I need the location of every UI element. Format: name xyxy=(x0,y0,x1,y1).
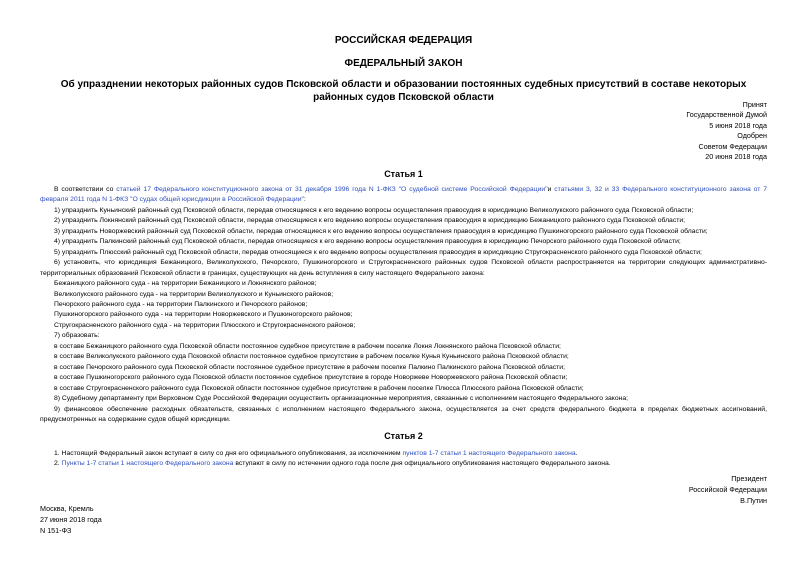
acceptance-line: Государственной Думой xyxy=(686,110,767,120)
article-1-intro xyxy=(40,185,767,206)
law-link-1fkz-2011[interactable]: статьями 3, 32 и 33 Федерального конституционного закона от 7 февраля 2011 года N 1-ФКЗ "О судах общей юрисдикции в Российской Федерации" xyxy=(40,186,767,204)
list-item: 7) образовать: xyxy=(54,332,100,340)
article-2-paragraph-2 xyxy=(40,459,767,469)
list-item: 4) упразднить Палкинский районный суд Псковской области, передав относящиеся к его ведению вопросы осуществления правосудия в юрисдикцию Печорского районного суда Псковской области; xyxy=(54,238,681,246)
signature-line: Российской Федерации xyxy=(688,485,767,494)
list-subitem: в составе Пушкиногорского районного суда Псковской области постоянное судебное присутствие в городе Новоржеве Новоржевского района Псковской области; xyxy=(54,374,568,382)
list-item: 8) Судебному департаменту при Верховном Суде Российской Федерации осуществить организационные мероприятия, связанные с исполнением настоящего Федерального закона; xyxy=(54,395,629,403)
paragraph-text: . xyxy=(575,450,578,457)
acceptance-line: Принят xyxy=(742,100,767,109)
list-item: 2) упразднить Локнянский районный суд Псковской области, передав относящиеся к его ведению вопросы осуществления правосудия в юрисдикцию Бежаницкого районного суда Псковской области; xyxy=(54,217,686,225)
country-heading: РОССИЙСКАЯ ФЕДЕРАЦИЯ xyxy=(334,35,473,46)
intro-text: : xyxy=(303,196,306,204)
list-item: 3) упразднить Новоржевский районный суд Псковской области, передав относящиеся к его ведению вопросы осуществления правосудия в юрисдикцию Пушкиногорского районного суда Псковской области; xyxy=(54,227,708,235)
list-item: 1) упразднить Куньинский районный суд Псковской области, передав относящиеся к его ведению вопросы осуществления правосудия в юрисдикцию Великолукского районного суда Псковской области; xyxy=(54,206,694,214)
date-line: 27 июня 2018 года xyxy=(40,515,102,524)
paragraph-text: вступают в силу по истечении одного года после дня официального опубликования настоящего Федерального закона. xyxy=(233,460,611,468)
list-subitem: в составе Великолукского районного суда Псковской области постоянное судебное присутствие в рабочем поселке Кунья Куньинского района Псковской области; xyxy=(54,353,569,361)
article-2-heading: Статья 2 xyxy=(384,431,423,441)
law-title: Об упразднении некоторых районных судов Псковской области и образовании постоянных судебных присутствий в составе некоторых районных судов Псковской области xyxy=(60,79,747,103)
intro-text: В соответствии со xyxy=(54,186,117,193)
article-2-paragraph-1 xyxy=(40,449,767,459)
list-subitem: Бежаницкого районного суда - на территории Бежаницкого и Локнянского районов; xyxy=(54,280,317,288)
law-link-1fkz-1996[interactable]: статьей 17 Федерального конституционного закона от 31 декабря 1996 года N 1-ФКЗ "О судебной системе Российской Федерации" xyxy=(116,186,548,193)
paragraph-number: 2. xyxy=(54,460,62,468)
list-subitem: Пушкиногорского районного суда - на территории Новоржевского и Пушкиногорского районов; xyxy=(54,311,353,319)
list-item: 6) установить, что юрисдикция Бежаницкого, Великолукского, Печорского, Пушкиногорского и Стругокрасненского районных судов Псковской области распространяется на территории следующих административно-территориальных образований Псковской области в границах, существующих на день вступления в силу настоящего Федерального закона: xyxy=(40,259,767,277)
place-date-block xyxy=(40,503,102,536)
list-subitem: в составе Стругокрасненского районного суда Псковской области постоянное судебное присутствие в рабочем поселке Плюсса Плюсского района Псковской области; xyxy=(54,384,584,392)
list-subitem: в составе Бежаницкого районного суда Псковской области постоянное судебное присутствие в рабочем поселке Локня Локнянского района Псковской области; xyxy=(54,342,561,350)
signature-line: В.Путин xyxy=(740,496,767,505)
place-line: Москва, Кремль xyxy=(40,504,94,513)
acceptance-line: Советом Федерации xyxy=(698,141,767,151)
list-subitem: Стругокрасненского районного суда - на территории Плюсского и Стругокрасненского районов; xyxy=(54,321,356,329)
points-1-7-link[interactable]: пунктов 1-7 статьи 1 настоящего Федерального закона xyxy=(402,450,576,457)
acceptance-block xyxy=(686,100,767,162)
article-1-heading: Статья 1 xyxy=(384,169,423,179)
intro-text: и xyxy=(547,186,555,193)
signature-line: Президент xyxy=(731,474,767,483)
acceptance-line: 5 июня 2018 года xyxy=(709,120,767,130)
acceptance-line: Одобрен xyxy=(737,131,767,141)
paragraph-text: 1. Настоящий Федеральный закон вступает в силу со дня его официального опубликования, за исключением xyxy=(54,450,403,457)
list-item: 9) финансовое обеспечение расходных обязательств, связанных с исполнением настоящего Федерального закона, осуществляется за счет средств федерального бюджета в пределах бюджетных ассигнований, предусмотренных на содержание судов общей юрисдикции. xyxy=(40,405,767,423)
acceptance-line: 20 июня 2018 года xyxy=(705,152,767,162)
list-subitem: Печорского районного суда - на территории Палкинского и Печорского районов; xyxy=(54,300,308,308)
list-subitem: в составе Печорского районного суда Псковской области постоянное судебное присутствие в рабочем поселке Палкино Палкинского района Псковской области; xyxy=(54,363,565,371)
article-2-body xyxy=(40,449,767,470)
signature-block xyxy=(689,473,767,506)
article-1-body xyxy=(40,185,767,425)
list-item: 5) упразднить Плюсский районный суд Псковской области, передав относящиеся к его ведению вопросы осуществления правосудия в юрисдикцию Стругокрасненского районного суда Псковской области; xyxy=(54,248,702,256)
list-subitem: Великолукского районного суда - на территории Великолукского и Куньинского районов; xyxy=(54,290,334,298)
law-number: N 151-ФЗ xyxy=(40,526,72,535)
law-type-heading: ФЕДЕРАЛЬНЫЙ ЗАКОН xyxy=(344,58,463,69)
points-1-7-link[interactable]: Пункты 1-7 статьи 1 настоящего Федерального закона xyxy=(61,460,234,468)
